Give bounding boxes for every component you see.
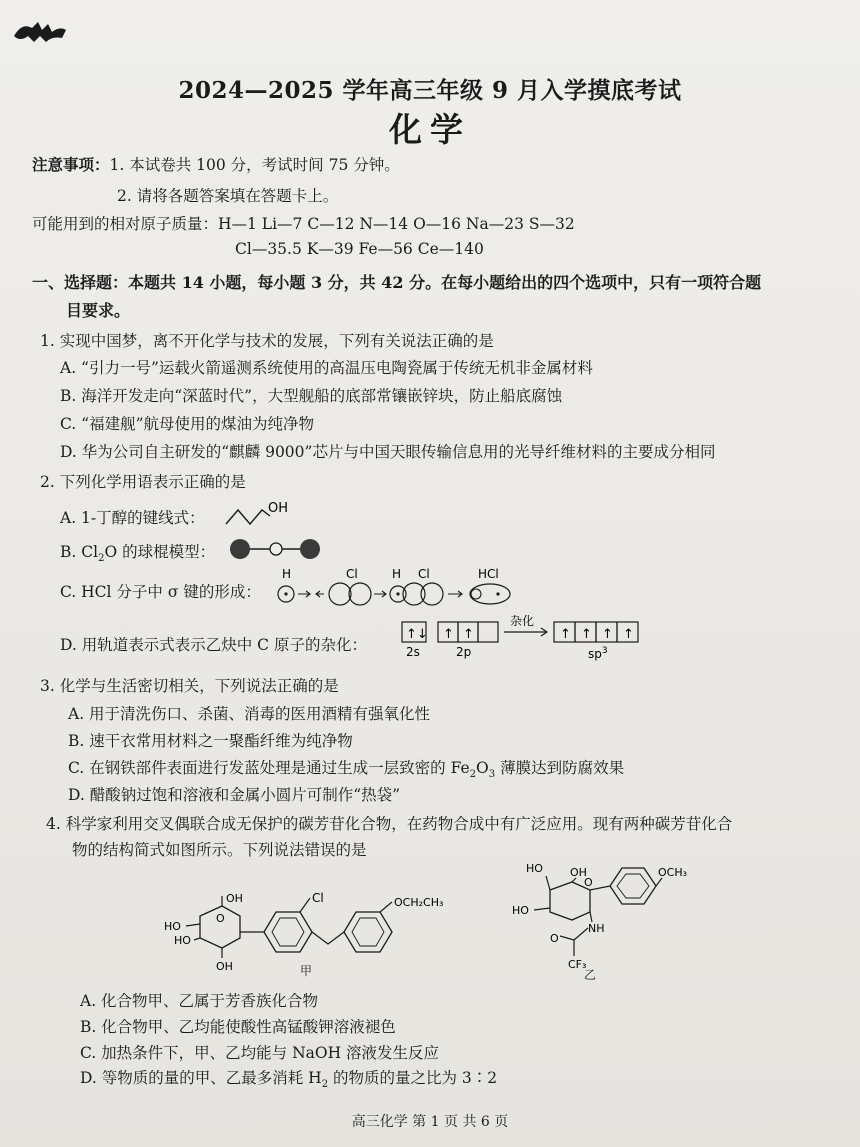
svg-text:Cl: Cl <box>418 567 430 581</box>
svg-text:↑: ↑ <box>581 627 592 642</box>
exam-title: 2024—2025 学年高三年级 9 月入学摸底考试 <box>178 77 682 104</box>
svg-text:H: H <box>282 567 292 581</box>
q3-option-d: D. 醋酸钠过饱和溶液和金属小圆片可制作“热袋” <box>68 786 401 804</box>
svg-text:↑: ↑ <box>443 627 454 642</box>
notice-item-2: 2. 请将各题答案填在答题卡上。 <box>117 187 339 205</box>
q2-option-a: A. 1-丁醇的键线式： <box>60 509 205 527</box>
section-heading: 一、选择题：本题共 14 小题，每小题 3 分，共 42 分。在每小题给出的四个选项中，只有一项符合题 <box>32 273 762 292</box>
q1-option-a: A. “引力一号”运载火箭遥测系统使用的高温压电陶瓷属于传统无机非金属材料 <box>60 359 593 377</box>
svg-text:sp3: $sp^3$ <box>588 646 608 661</box>
svg-text:O: O <box>216 912 225 925</box>
notice-item-1: 1. 本试卷共 100 分，考试时间 75 分钟。 <box>109 156 400 174</box>
svg-text:OH: OH <box>570 866 587 879</box>
svg-text:↑↓: ↑↓ <box>406 627 428 642</box>
svg-text:2p: 2p <box>456 645 472 659</box>
compound-yi-label: 乙 <box>584 968 597 982</box>
q1-option-b: B. 海洋开发走向“深蓝时代”，大型舰船的底部常镶嵌锌块，防止船底腐蚀 <box>60 387 563 405</box>
q4-option-c: C. 加热条件下，甲、乙均能与 NaOH 溶液发生反应 <box>80 1044 440 1062</box>
svg-text:O: O <box>550 932 559 945</box>
svg-text:↑: ↑ <box>560 627 571 642</box>
section-heading-cont: 目要求。 <box>66 301 131 320</box>
svg-text:OCH₃: OCH₃ <box>658 866 688 879</box>
q4-stem-line-1: 4. 科学家利用交叉偶联合成无保护的碳芳苷化合物，在药物合成中有广泛应用。现有两种碳芳苷化合 <box>46 815 733 833</box>
compound-jia-structure <box>160 888 470 980</box>
q3-option-a: A. 用于清洗伤口、杀菌、消毒的医用酒精有强氧化性 <box>68 705 431 723</box>
svg-text:↑: ↑ <box>623 627 634 642</box>
q4-option-d: D. 等物质的量的甲、乙最多消耗 $H_2$ 的物质的量之比为 3∶2 <box>80 1069 498 1091</box>
notice-block <box>32 153 400 175</box>
svg-text:OCH₂CH₃: OCH₂CH₃ <box>394 896 444 909</box>
svg-text:Cl: Cl <box>312 891 324 905</box>
cl2o-ball-stick-model <box>228 536 324 562</box>
svg-text:↑: ↑ <box>463 627 474 642</box>
q1-stem: 1. 实现中国梦，离不开化学与技术的发展，下列有关说法正确的是 <box>40 332 494 350</box>
q2-option-b: B. $Cl_2O$ 的球棍模型： <box>60 543 216 565</box>
orbital-diagram <box>398 612 648 662</box>
svg-text:NH: NH <box>588 922 605 935</box>
q2-stem: 2. 下列化学用语表示正确的是 <box>40 473 246 491</box>
subject-title: 化学 <box>389 110 471 149</box>
compound-jia-label: 甲 <box>300 964 313 978</box>
compound-yi-structure <box>510 856 720 976</box>
svg-text:HO: HO <box>526 862 543 875</box>
atomic-mass-line-2: Cl—35.5 K—39 Fe—56 Ce—140 <box>235 240 484 258</box>
q4-stem-line-2: 物的结构简式如图所示。下列说法错误的是 <box>72 841 367 859</box>
q3-stem: 3. 化学与生活密切相关，下列说法正确的是 <box>40 677 339 695</box>
svg-text:↑: ↑ <box>602 627 613 642</box>
atomic-mass-line-1: 可能用到的相对原子质量：H—1 Li—7 C—12 N—14 O—16 Na—23 S—32 <box>32 215 575 233</box>
oh-label: OH <box>268 501 289 516</box>
q1-option-c: C. “福建舰”航母使用的煤油为纯净物 <box>60 415 315 433</box>
page-footer: 高三化学 第 1 页 共 6 页 <box>351 1114 509 1130</box>
q4-option-b: B. 化合物甲、乙均能使酸性高锰酸钾溶液褪色 <box>80 1018 396 1036</box>
svg-text:HO: HO <box>164 920 181 933</box>
q3-option-c: C. 在钢铁部件表面进行发蓝处理是通过生成一层致密的 $Fe_2O_3$ 薄膜达到防腐效果 <box>68 759 625 781</box>
butanol-skeletal-formula <box>224 494 304 534</box>
svg-text:2s: 2s <box>406 645 420 659</box>
q3-option-b: B. 速干衣常用材料之一聚酯纤维为纯净物 <box>68 732 353 750</box>
svg-text:HCl: HCl <box>478 567 499 581</box>
svg-text:Cl: Cl <box>346 567 358 581</box>
svg-text:杂化: 杂化 <box>510 614 535 628</box>
svg-text:CF₃: CF₃ <box>568 958 587 971</box>
q1-option-d: D. 华为公司自主研发的“麒麟 9000”芯片与中国天眼传输信息用的光导纤维材料的主要成分相同 <box>60 443 716 461</box>
svg-text:OH: OH <box>226 892 243 905</box>
q2-option-d: D. 用轨道表示式表示乙炔中 C 原子的杂化： <box>60 636 367 654</box>
q4-option-a: A. 化合物甲、乙属于芳香族化合物 <box>80 992 319 1010</box>
notice-label: 注意事项： <box>32 155 110 174</box>
q2-option-c: C. HCl 分子中 σ 键的形成： <box>60 583 261 601</box>
sigma-bond-formation-diagram <box>272 566 522 610</box>
svg-text:HO: HO <box>174 934 191 947</box>
svg-text:O: O <box>584 876 593 889</box>
publisher-logo <box>12 16 68 46</box>
svg-text:H: H <box>392 567 402 581</box>
svg-text:OH: OH <box>216 960 233 973</box>
svg-text:HO: HO <box>512 904 529 917</box>
